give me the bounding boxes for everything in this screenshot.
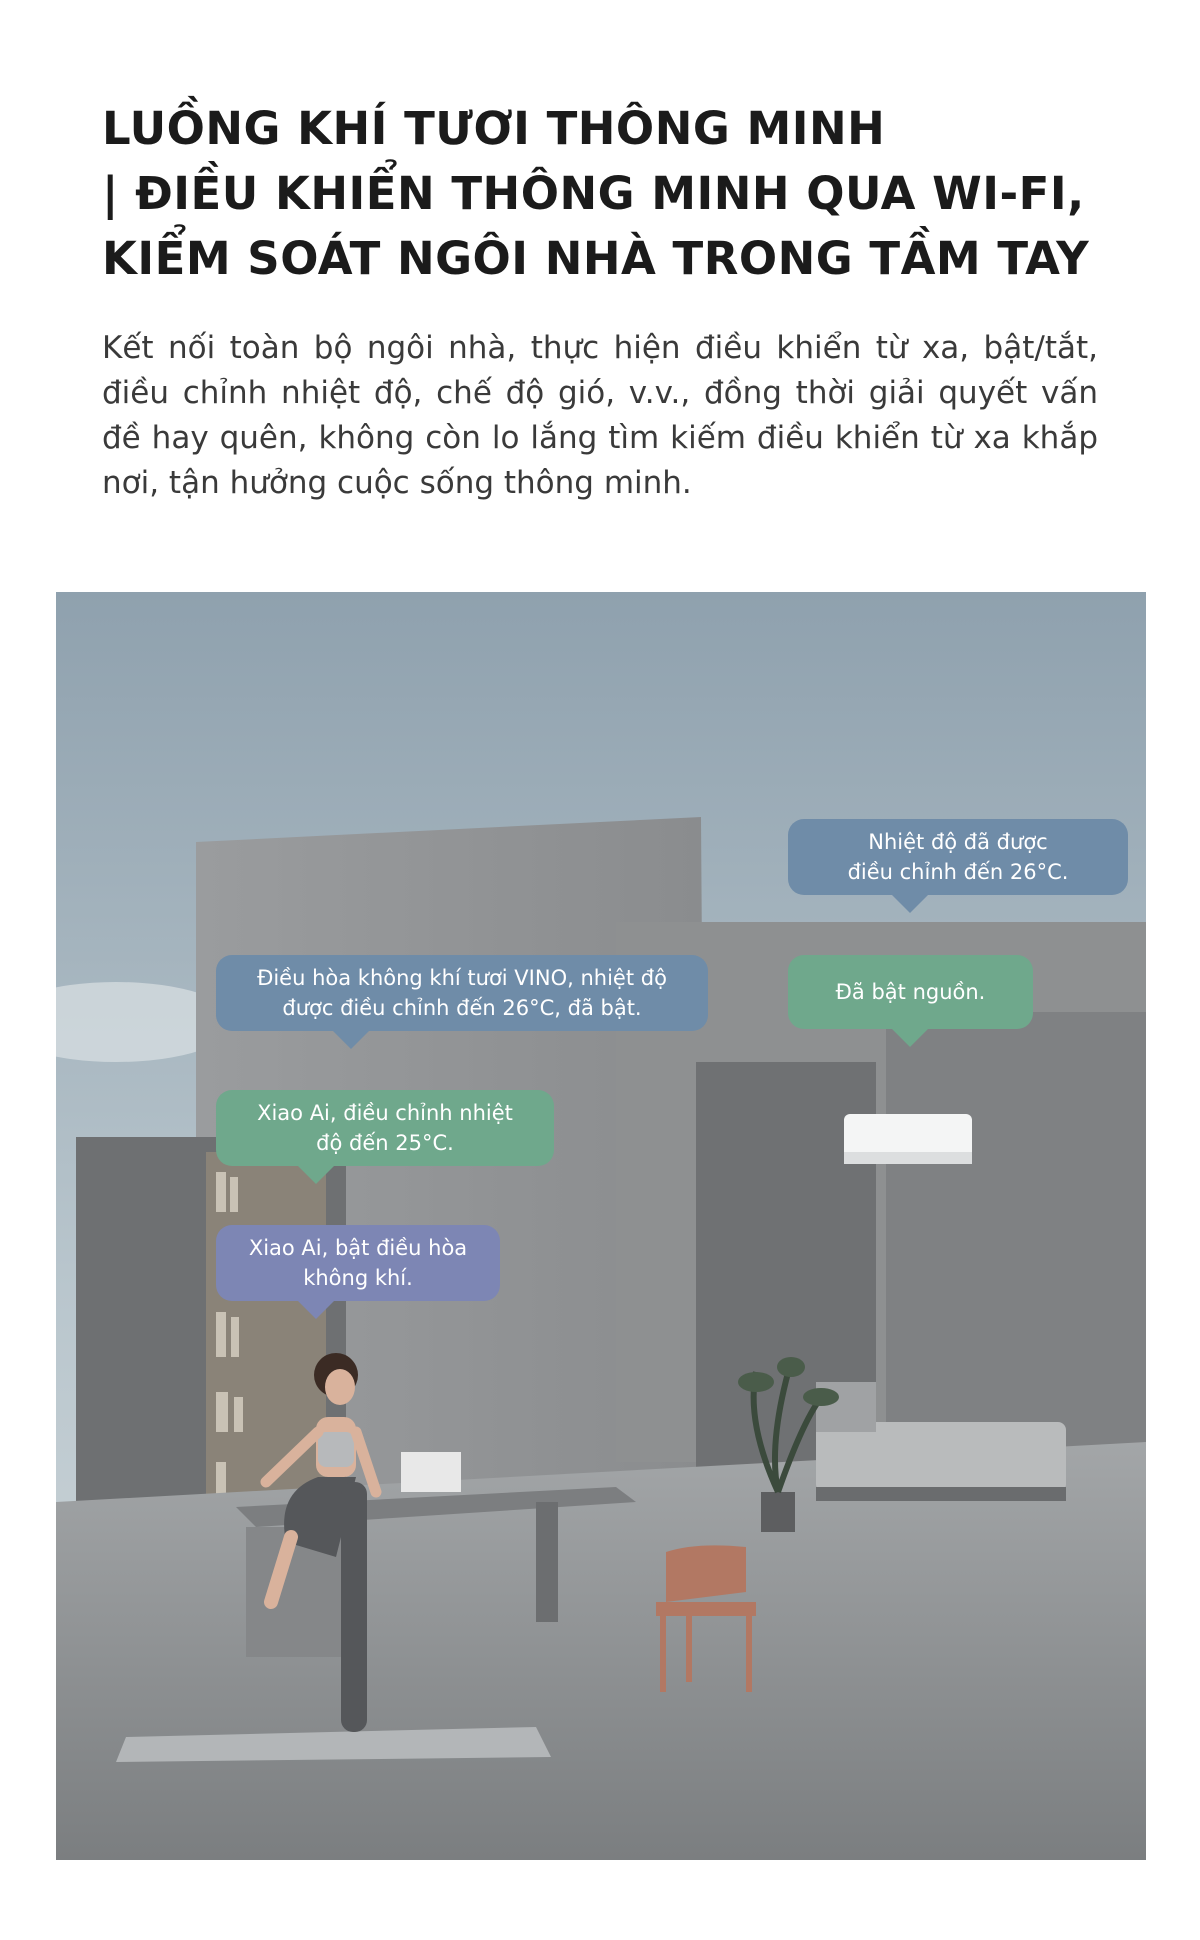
chat-bubble-power-on (788, 955, 1033, 1029)
description: Kết nối toàn bộ ngôi nhà, thực hiện điều khiển từ xa, bật/tắt, điều chỉnh nhiệt độ, chế độ gió, v.v., đồng thời giải quyết vấn đề hay quên, không còn lo lắng tìm kiếm điều khiển từ xa khắp nơi, tận hưởng cuộc sống thông minh. (102, 330, 1098, 501)
bubble-text-line: điều chỉnh đến 26°C. (847, 860, 1069, 884)
chat-bubble-adjust-request (216, 1090, 554, 1166)
headline-line-3: KIỂM SOÁT NGÔI NHÀ TRONG TẦM TAY (102, 232, 1090, 285)
bubble-text-line: Đã bật nguồn. (835, 980, 986, 1004)
headline (102, 96, 1102, 291)
smart-home-scene (56, 592, 1146, 1860)
chat-bubble-turn-on-request (216, 1225, 500, 1301)
headline-line-2: | ĐIỀU KHIỂN THÔNG MINH QUA WI-FI, (102, 167, 1085, 220)
bubble-text-line: không khí. (303, 1266, 413, 1290)
bubble-text-line: được điều chỉnh đến 26°C, đã bật. (282, 996, 642, 1020)
bubble-text-line: Xiao Ai, điều chỉnh nhiệt (257, 1101, 513, 1125)
bubble-text-line: Nhiệt độ đã được (868, 830, 1048, 854)
bubble-text-line: độ đến 25°C. (316, 1131, 454, 1155)
scene-illustration (56, 592, 1146, 1860)
bubble-text-line: Điều hòa không khí tươi VINO, nhiệt độ (257, 966, 667, 990)
chat-bubble-vino-status (216, 955, 708, 1031)
headline-line-1: LUỒNG KHÍ TƯƠI THÔNG MINH (102, 102, 886, 155)
chat-bubble-temperature-set (788, 819, 1128, 895)
air-conditioner (844, 1114, 972, 1164)
bubble-text-line: Xiao Ai, bật điều hòa (248, 1236, 468, 1260)
floor (56, 1442, 1146, 1860)
